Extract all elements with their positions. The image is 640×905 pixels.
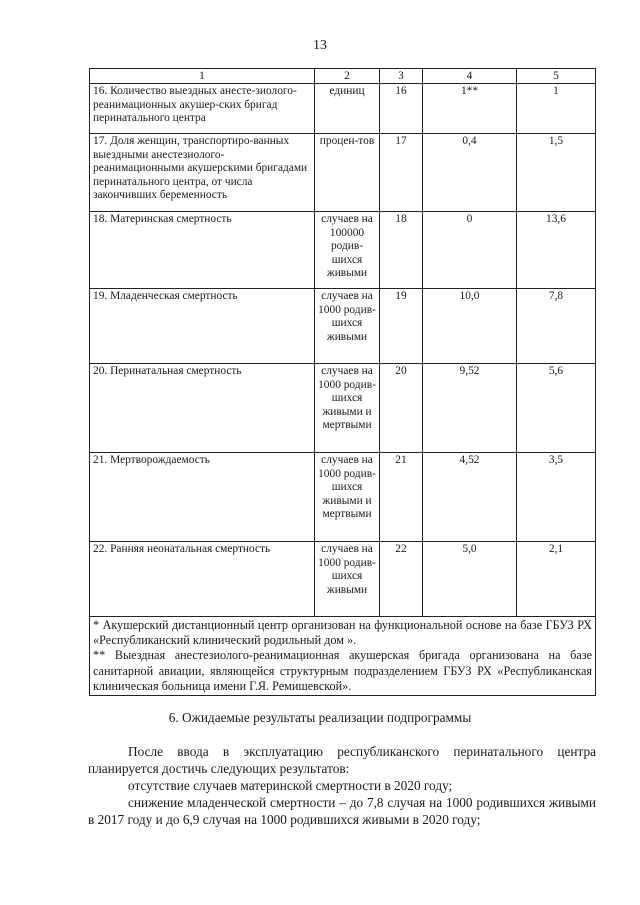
indicator-value-col5: 1 <box>517 84 596 134</box>
table-row <box>90 134 596 212</box>
footnote-2: ** Выездная анестезиолого-реанимационная акушерская бригада организована на базе санитарной авиации, являющейся структурным подразделением ГБУЗ РХ «Республиканская клиническая больница имени Г.Я. Ремишевской». <box>93 648 592 693</box>
indicator-value-col5: 13,6 <box>517 212 596 289</box>
indicator-value-col4: 0 <box>423 212 517 289</box>
indicator-unit: случаев на 1000 родив-шихся живыми <box>315 542 380 617</box>
indicators-table <box>89 68 596 696</box>
indicator-unit: процен-тов <box>315 134 380 212</box>
indicator-value-col4: 1** <box>423 84 517 134</box>
indicator-value-col5: 5,6 <box>517 364 596 453</box>
body-paragraph-3: снижение младенческой смертности – до 7,8 случая на 1000 родившихся живыми в 2017 году и до 6,9 случая на 1000 родившихся живыми в 2020 году; <box>88 795 596 827</box>
indicator-number: 17 <box>380 134 423 212</box>
indicator-unit: случаев на 100000 родив-шихся живыми <box>315 212 380 289</box>
page-number: 13 <box>313 38 327 53</box>
indicator-name: 22. Ранняя неонатальная смертность <box>90 542 315 617</box>
table-notes <box>90 617 596 696</box>
footnote-1: * Акушерский дистанционный центр организован на функциональной основе на базе ГБУЗ РХ «Республиканский клинический родильный дом ». <box>93 618 592 648</box>
table-notes-row <box>90 617 596 696</box>
table-row <box>90 84 596 134</box>
indicator-number: 19 <box>380 289 423 364</box>
indicator-value-col5: 3,5 <box>517 453 596 542</box>
indicator-value-col4: 9,52 <box>423 364 517 453</box>
indicator-name: 20. Перинатальная смертность <box>90 364 315 453</box>
body-paragraph-2: отсутствие случаев материнской смертности в 2020 году; <box>128 778 453 793</box>
table-header-row <box>90 69 596 84</box>
indicator-value-col4: 4,52 <box>423 453 517 542</box>
indicator-number: 21 <box>380 453 423 542</box>
table-row <box>90 212 596 289</box>
indicator-number: 22 <box>380 542 423 617</box>
indicator-unit: случаев на 1000 родив-шихся живыми и мертвыми <box>315 364 380 453</box>
indicator-name: 17. Доля женщин, транспортиро-ванных выездными анестезиолого-реанимационными акушерскими бригадами перинатального центра, от числа закончивших беременность <box>90 134 315 212</box>
indicator-name: 19. Младенческая смертность <box>90 289 315 364</box>
indicator-unit: единиц <box>315 84 380 134</box>
indicator-value-col4: 10,0 <box>423 289 517 364</box>
table-row <box>90 364 596 453</box>
header-col-5: 5 <box>517 69 596 84</box>
indicators-table-container <box>89 68 595 696</box>
indicator-number: 16 <box>380 84 423 134</box>
header-col-4: 4 <box>423 69 517 84</box>
header-col-1: 1 <box>90 69 315 84</box>
indicator-name: 16. Количество выездных анесте-зиолого-реанимационных акушер-ских бригад перинатального центра <box>90 84 315 134</box>
header-col-3: 3 <box>380 69 423 84</box>
indicator-number: 20 <box>380 364 423 453</box>
body-paragraph-1: После ввода в эксплуатацию республиканского перинатального центра планируется достичь следующих результатов: <box>88 744 596 776</box>
indicator-value-col4: 0,4 <box>423 134 517 212</box>
table-row <box>90 542 596 617</box>
header-col-2: 2 <box>315 69 380 84</box>
indicator-unit: случаев на 1000 родив-шихся живыми и мертвыми <box>315 453 380 542</box>
indicator-name: 18. Материнская смертность <box>90 212 315 289</box>
indicator-value-col5: 2,1 <box>517 542 596 617</box>
indicator-value-col5: 7,8 <box>517 289 596 364</box>
indicator-value-col5: 1,5 <box>517 134 596 212</box>
section-heading: 6. Ожидаемые результаты реализации подпрограммы <box>168 710 472 725</box>
indicator-number: 18 <box>380 212 423 289</box>
table-row <box>90 453 596 542</box>
indicator-unit: случаев на 1000 родив-шихся живыми <box>315 289 380 364</box>
indicator-value-col4: 5,0 <box>423 542 517 617</box>
table-row <box>90 289 596 364</box>
indicator-name: 21. Мертворождаемость <box>90 453 315 542</box>
